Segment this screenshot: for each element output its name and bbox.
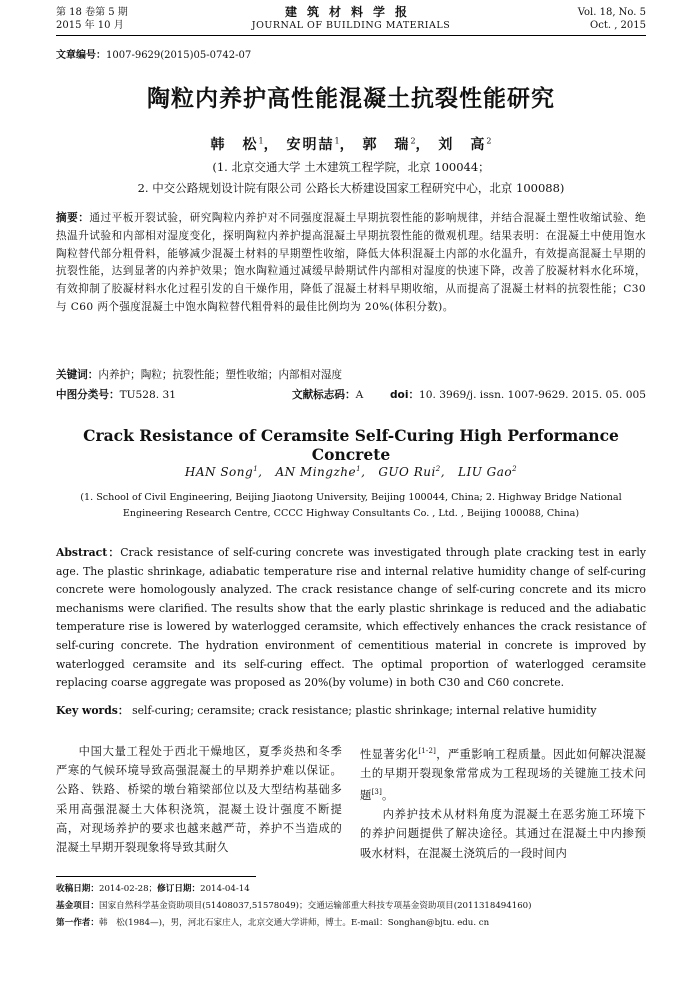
document-code [292, 387, 363, 402]
keywords-cn-label: 关键词： [56, 369, 99, 381]
body-paragraph: 内养护技术从材料角度为混凝土在恶劣施工环境下的养护问题提供了解决途径。其通过在混凝土中内掺预吸水材料，在混凝土浇筑后的一段时间内 [360, 808, 646, 860]
abstract-en [56, 544, 646, 693]
author-cn: 安明喆 [286, 137, 335, 153]
clc-number [56, 389, 176, 401]
author-cn: 郭 瑞 [362, 137, 411, 153]
document-code-value: A [355, 389, 364, 401]
affiliation-line: (1. School of Civil Engineering, Beijing Jiaotong University, Beijing 100044, China; 2. Highway Bridge National [80, 492, 622, 503]
keywords-en [56, 703, 646, 718]
journal-name-en: JOURNAL OF BUILDING MATERIALS [251, 20, 451, 31]
doi-label: doi： [389, 389, 420, 401]
footnote-label: 第一作者： [56, 918, 99, 928]
body-paragraph [360, 742, 646, 805]
article-number-label: 文章编号： [56, 50, 106, 61]
citation: [3] [371, 788, 383, 797]
author-affil-mark: 1 [258, 136, 264, 146]
issue-date: 2015 年 10 月 [56, 20, 124, 31]
author-affil-mark: 1 [356, 465, 362, 473]
authors-cn: 韩 松$^1$， 安明喆$^1$， 郭 瑞$^2$， 刘 高$^2$ [210, 136, 492, 153]
footnotes [56, 881, 646, 932]
footnote-rule [56, 876, 256, 877]
citation: [1-2] [418, 747, 437, 755]
issue-info-en [578, 6, 646, 32]
author-affil-mark: 1 [334, 136, 340, 146]
author-en: HAN Song [184, 465, 254, 479]
body-text: ，严重影响工程质量。因此如何解决混凝土的早期开裂现象常常成为工程现场的关键施工技术问题 [360, 747, 646, 802]
author-en: GUO Rui [378, 465, 436, 479]
article-number-value: 1007-9629(2015)05-0742-07 [106, 50, 252, 61]
body-text: 性显著劣化 [360, 747, 419, 761]
author-affil-mark: 2 [435, 465, 441, 473]
author-affil-mark: 2 [486, 136, 492, 146]
abstract-cn-text: 通过平板开裂试验，研究陶粒内养护对不同强度混凝土早期抗裂性能的影响规律，并结合混凝土塑性收缩试验、绝热温升试验和内部相对湿度变化，探明陶粒内养护提高混凝土早期抗裂性能的微观机理。结果表明：在混凝土中使用饱水陶粒替代部分粗骨料，能够减少混凝土材料的早期塑性收缩，降低大体积混凝土内部的水化温升，有效提高混凝土早期的抗裂性能，达到显著的内养护效果；饱水陶粒通过减缓早龄期试件内部相对湿度的快速下降，改善了胶凝材料水化环境，有效抑制了胶凝材料水化过程引发的自干燥作用，降低了混凝土材料早期收缩，从而提高了混凝土材料的抗裂性能；C30 与 C60 两个强度混凝土中饱水陶粒替代粗骨料的最佳比例均为 20%(体积分数)。 [56, 212, 646, 313]
keywords-cn-text: 内养护；陶粒；抗裂性能；塑性收缩；内部相对湿度 [98, 369, 343, 381]
footnote-label: 收稿日期： [56, 884, 99, 894]
body-column-right [360, 742, 646, 863]
footnote-label: 基金项目： [56, 901, 99, 911]
footnote-text: 2014-04-14 [200, 884, 250, 894]
abstract-cn [56, 210, 646, 317]
doi-value: 10. 3969/j. issn. 1007-9629. 2015. 05. 005 [419, 389, 646, 401]
abstract-en-text: Crack resistance of self-curing concrete was investigated through plate cracking test in early age. The plastic shrinkage, adiabatic temperature rise and internal relative humidity change of self-curing concrete were homologously analyzed. The crack resistance change of self-curing concrete and its micro mechanisms were clarified. The results show that the early plastic shrinkage is reduced and the adiabatic temperature rise is lowered by waterlogged ceramsite, which effectively enhances the crack resistance of self-curing concrete. The hydration environment of cementitious material in concrete is improved by waterlogged ceramsite and its self-curing effect. The optimal proportion of waterlogged ceramsite replacing coarse aggregate was proposed as 20%(by volume) in both C30 and C60 concrete. [56, 546, 646, 690]
author-en: AN Mingzhe [275, 465, 357, 479]
footnote-text: 2014-02-28； [98, 884, 158, 894]
affiliation-line: 2. 中交公路规划设计院有限公司 公路长大桥建设国家工程研究中心，北京 100088) [137, 181, 565, 195]
footnote-text: 韩 松(1984—)，男，河北石家庄人，北京交通大学讲师，博士。E-mail：Songhan@bjtu. edu. cn [98, 918, 490, 928]
authors-en: HAN Song$^1$, AN Mingzhe$^1$, GUO Rui$^2$, LIU Gao$^2$ [184, 465, 518, 479]
affiliations-cn [56, 157, 646, 199]
footnote-dates [56, 881, 646, 898]
abstract-en-label: Abstract： [56, 546, 121, 559]
header-rule [56, 35, 646, 36]
footnote-text: 国家自然科学基金资助项目(51408037,51578049)；交通运输部重大科技专项基金资助项目(2011318494160) [98, 901, 532, 911]
author-affil-mark: 2 [512, 465, 518, 473]
title-en: Crack Resistance of Ceramsite Self-Curing High Performance Concrete [83, 426, 619, 464]
author-cn: 刘 高 [438, 137, 487, 153]
body-paragraph: 中国大量工程处于西北干燥地区，夏季炎热和冬季严寒的气候环境导致高强混凝土的早期养护难以保证。公路、铁路、桥梁的墩台箱梁部位以及大型结构基础多采用高强混凝土大体积浇筑，混凝土设计强度不断提高，对现场养护的要求也越来越严苛，养护不当造成的混凝土早期开裂现象将导致其耐久 [56, 745, 342, 855]
keywords-en-text: self-curing; ceramsite; crack resistance; plastic shrinkage; internal relative humidity [132, 704, 597, 717]
affiliation-line: (1. 北京交通大学 土木建筑工程学院，北京 100044； [212, 160, 490, 174]
document-code-label: 文献标志码： [292, 389, 356, 401]
clc-value: TU528. 31 [119, 389, 176, 401]
issue-date-en: Oct. , 2015 [590, 20, 646, 31]
author-cn: 韩 松 [210, 137, 259, 153]
volume-issue-en: Vol. 18, No. 5 [577, 7, 646, 18]
author-affil-mark: 2 [410, 136, 416, 146]
keywords-cn [56, 367, 646, 382]
footnote-label: 修订日期： [157, 884, 201, 894]
running-head [56, 6, 646, 34]
doi [390, 387, 646, 402]
footnote-first-author [56, 915, 646, 932]
body-column-left [56, 742, 342, 857]
classification-line [56, 387, 646, 402]
affiliations-en [56, 490, 646, 522]
title-cn: 陶粒内养护高性能混凝土抗裂性能研究 [147, 86, 555, 112]
abstract-cn-label: 摘要： [56, 212, 90, 224]
affiliation-line: Engineering Research Centre, CCCC Highway Consultants Co. , Ltd. , Beijing 100088, China) [122, 508, 580, 519]
keywords-en-label: Key words： [56, 704, 129, 717]
volume-issue: 第 18 卷第 5 期 [56, 7, 128, 18]
clc-label: 中图分类号： [56, 389, 120, 401]
author-affil-mark: 1 [253, 465, 259, 473]
journal-name [56, 6, 646, 32]
author-en: LIU Gao [458, 465, 513, 479]
article-number [56, 46, 251, 61]
journal-name-cn: 建筑材料学报 [284, 5, 417, 19]
footnote-funding [56, 898, 646, 915]
body-text: 。 [382, 788, 394, 802]
